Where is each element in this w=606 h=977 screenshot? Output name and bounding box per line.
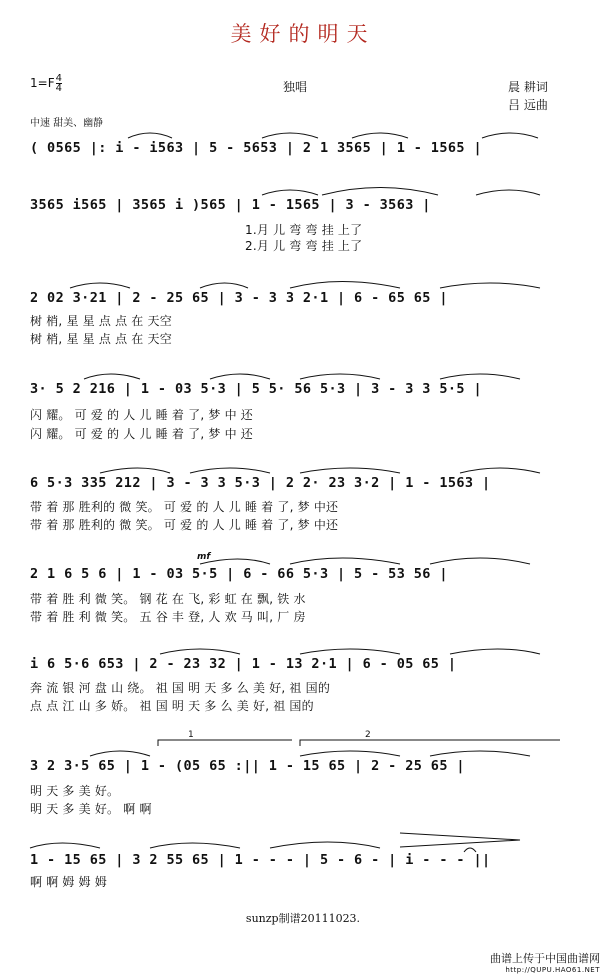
system-8-lyric-2: 明 天 多 美 好。 啊 啊 xyxy=(30,802,152,816)
lyricist-credit: 晨 耕词 xyxy=(508,80,548,94)
system-7-lyric-1: 奔 流 银 河 盘 山 绕。 祖 国 明 天 多 么 美 好, 祖 国的 xyxy=(30,681,331,695)
system-7-notes: i 6 5·6 653 | 2 - 23 32 | 1 - 13 2·1 | 6 - 05 65 | xyxy=(30,656,457,672)
site-watermark-title: 曲谱上传于中国曲谱网 xyxy=(490,952,600,965)
slur xyxy=(300,374,380,379)
system-4-lyric-1: 闪 耀。 可 爱 的 人 儿 睡 着 了, 梦 中 还 xyxy=(30,408,253,422)
slur xyxy=(440,374,520,379)
volta-2-label: 2 xyxy=(365,730,371,740)
slur xyxy=(200,283,248,288)
slur xyxy=(210,374,270,379)
system-8-lyric-1: 明 天 多 美 好。 xyxy=(30,784,120,798)
slur xyxy=(200,559,270,564)
system-6-lyric-2: 带 着 胜 利 微 笑。 五 谷 丰 登, 人 欢 马 叫, 厂 房 xyxy=(30,610,306,624)
slur xyxy=(430,558,530,564)
slur xyxy=(270,842,380,848)
volta-1-bracket xyxy=(158,740,292,746)
slur xyxy=(300,468,400,473)
system-9-lyric-1: 啊 啊 姆 姆 姆 xyxy=(30,875,108,889)
time-signature-bottom: 4 xyxy=(55,83,62,94)
composer-credit: 吕 远曲 xyxy=(508,98,548,112)
system-5-lyric-2: 带 着 那 胜利的 微 笑。 可 爱 的 人 儿 睡 着 了, 梦 中还 xyxy=(30,518,339,532)
site-watermark-url: http://QUPU.HAO61.NET xyxy=(505,966,600,974)
tempo-marking: 中速 甜美、幽静 xyxy=(30,118,104,129)
slur xyxy=(476,190,540,195)
system-2-lyric-1: 1.月 儿 弯 弯 挂 上了 xyxy=(245,223,363,237)
song-title: 美好的明天 xyxy=(230,22,376,46)
slur xyxy=(300,649,400,654)
system-9-notes: 1 - 15 65 | 3 2 55 65 | 1 - - - | 5 - 6 - | i - - - || xyxy=(30,852,491,868)
volta-2-bracket xyxy=(300,740,560,746)
time-signature-top: 4 xyxy=(55,73,62,84)
slur xyxy=(290,282,400,289)
dynamic-mark: mf xyxy=(197,552,211,562)
slur xyxy=(352,133,408,138)
system-3-lyric-1: 树 梢, 星 星 点 点 在 天空 xyxy=(30,314,172,328)
system-5-lyric-1: 带 着 那 胜利的 微 笑。 可 爱 的 人 儿 睡 着 了, 梦 中还 xyxy=(30,500,339,514)
system-6-lyric-1: 带 着 胜 利 微 笑。 钢 花 在 飞, 彩 虹 在 飘, 铁 水 xyxy=(30,592,306,606)
slur xyxy=(450,649,540,654)
decrescendo-hairpin xyxy=(400,833,520,847)
slur xyxy=(128,133,172,138)
slur xyxy=(322,188,438,196)
key-label: 1=F xyxy=(30,76,55,90)
system-1-notes: ( 0565 |: i - i563 | 5 - 5653 | 2 1 3565 | 1 - 1565 | xyxy=(30,140,482,156)
slur xyxy=(440,283,540,288)
volta-1-label: 1 xyxy=(188,730,194,740)
slur xyxy=(482,133,538,138)
system-4-lyric-2: 闪 耀。 可 爱 的 人 儿 睡 着 了, 梦 中 还 xyxy=(30,427,253,441)
slur xyxy=(100,468,170,473)
performance-type: 独唱 xyxy=(283,80,308,94)
system-4-notes: 3· 5 2 216 | 1 - 03 5·3 | 5 5· 56 5·3 | 3 - 3 3 5·5 | xyxy=(30,381,482,397)
slur xyxy=(70,283,130,288)
slur xyxy=(90,751,150,756)
slur xyxy=(84,374,140,379)
system-3-lyric-2: 树 梢, 星 星 点 点 在 天空 xyxy=(30,332,172,346)
system-3-notes: 2 02 3·21 | 2 - 25 65 | 3 - 3 3 2·1 | 6 - 65 65 | xyxy=(30,290,448,306)
system-5-notes: 6 5·3 335 212 | 3 - 3 3 5·3 | 2 2· 23 3·2 | 1 - 1563 | xyxy=(30,475,491,491)
slur xyxy=(290,558,400,564)
slur xyxy=(150,843,240,848)
slur xyxy=(262,133,318,138)
slur xyxy=(30,843,100,848)
system-7-lyric-2: 点 点 江 山 多 娇。 祖 国 明 天 多 么 美 好, 祖 国的 xyxy=(30,699,314,713)
transcriber-credit: sunzp制谱20111023. xyxy=(245,912,361,925)
slur xyxy=(190,468,270,473)
system-6-notes: 2 1 6 5 6 | 1 - 03 5·5 | 6 - 66 5·3 | 5 - 53 56 | xyxy=(30,566,448,582)
slur xyxy=(160,649,240,654)
system-8-notes: 3 2 3·5 65 | 1 - (05 65 :|| 1 - 15 65 | 2 - 25 65 | xyxy=(30,758,465,774)
slur xyxy=(460,468,540,473)
slur xyxy=(430,751,530,756)
system-2-lyric-2: 2.月 儿 弯 弯 挂 上了 xyxy=(245,239,363,253)
fermata xyxy=(464,848,476,852)
system-2-notes: 3565 i565 | 3565 i )565 | 1 - 1565 | 3 - 3563 | xyxy=(30,197,431,213)
site-watermark xyxy=(490,950,600,974)
slur xyxy=(300,751,400,756)
slur xyxy=(262,190,318,195)
